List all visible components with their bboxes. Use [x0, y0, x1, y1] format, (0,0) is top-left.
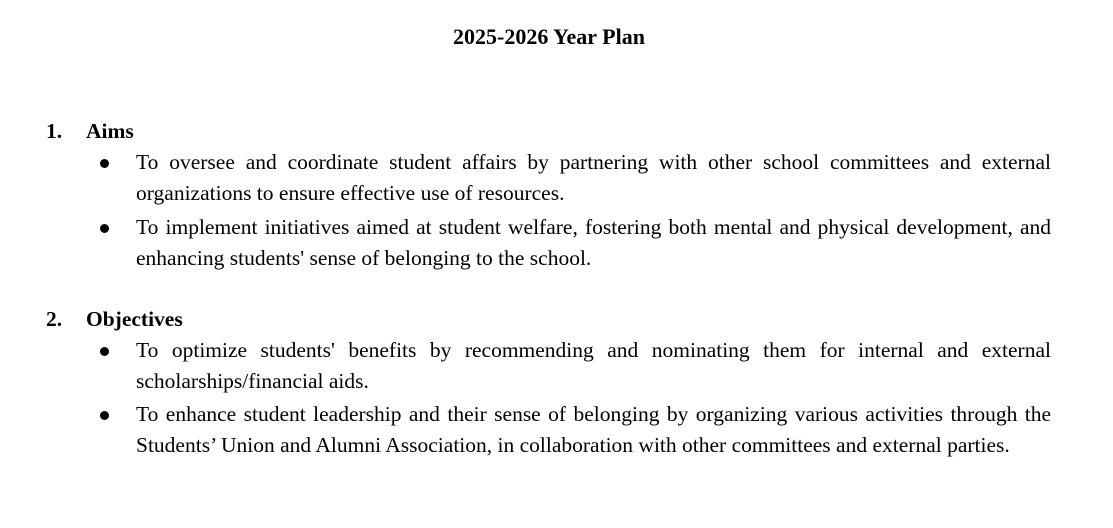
bullet-text: To enhance student leadership and their sense of belonging by organizing various activities through the Students’ Union and Alumni Association, in collaboration with other committees and external parties.: [136, 402, 1051, 457]
bullet-list-aims: [0, 147, 1113, 274]
list-item: [0, 335, 1051, 397]
bullet-list-objectives: [0, 335, 1113, 461]
bullet-text: To optimize students' benefits by recommending and nominating them for internal and external scholarships/financial aids.: [136, 338, 1051, 393]
bullet-icon: [100, 224, 109, 233]
list-item: [0, 147, 1051, 209]
section-title: Objectives: [86, 307, 183, 331]
bullet-text: To oversee and coordinate student affairs by partnering with other school committees and external organizations to ensure effective use of resources.: [136, 150, 1051, 205]
bullet-icon: [100, 159, 109, 168]
section-heading-objectives: [46, 304, 183, 335]
section-heading-aims: [46, 116, 134, 147]
bullet-icon: [100, 411, 109, 420]
section-number: 1.: [46, 119, 63, 143]
section-number: 2.: [46, 307, 63, 331]
list-item: [0, 399, 1051, 461]
section-title: Aims: [86, 119, 134, 143]
bullet-text: To implement initiatives aimed at student welfare, fostering both mental and physical development, and enhancing students' sense of belonging to the school.: [136, 215, 1051, 270]
page-title: 2025-2026 Year Plan: [453, 24, 645, 49]
bullet-icon: [100, 347, 109, 356]
list-item: [0, 212, 1051, 274]
